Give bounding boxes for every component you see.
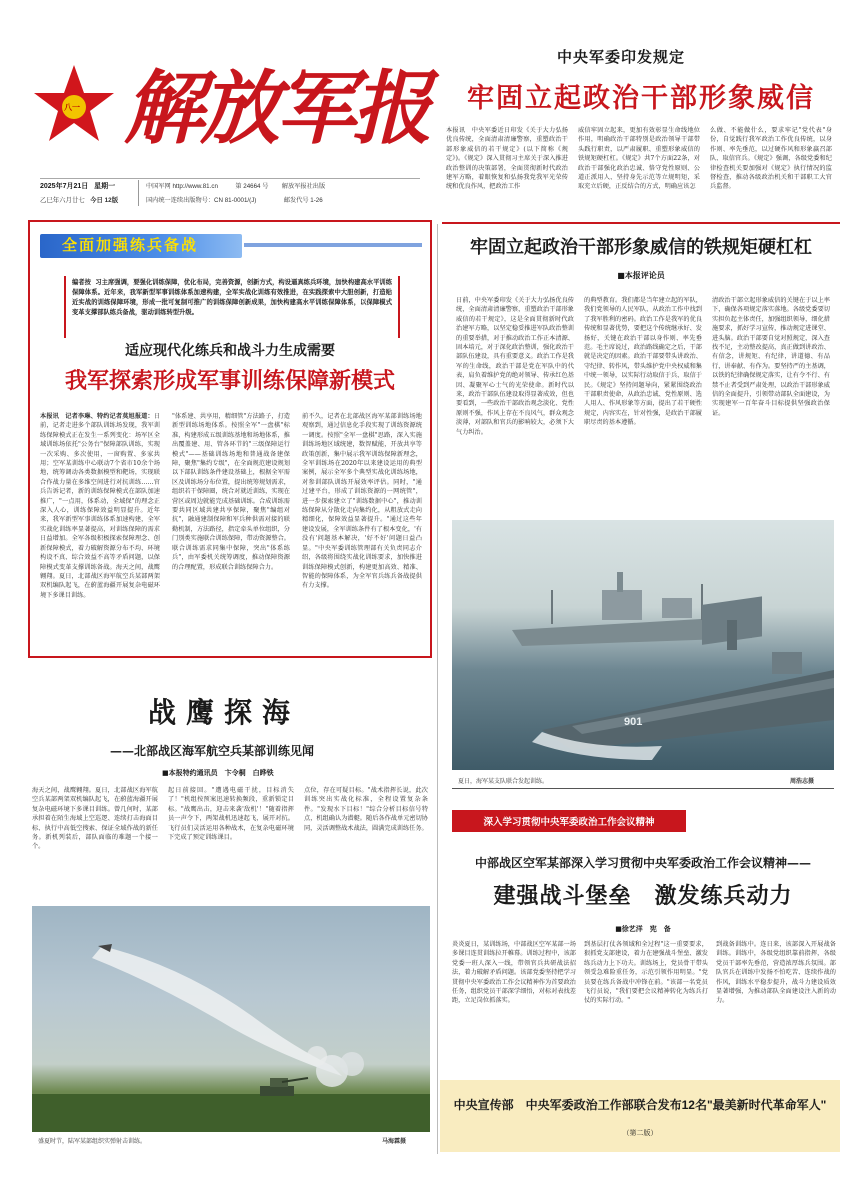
publisher: 解放军报社出版 [281, 183, 326, 190]
study-banner [452, 810, 686, 832]
feature-col3: 前不久，记者在北部战区海军某部训练场地观察到，通过信息化手段实现了训练资源统一调度。按照"全军一盘棋"思路，深入实施训练场地区域统建，数智赋能，开放共享等政策创新，集中展示我军训练保障新理念，全军训练场在2020年以来建设运用的典型案例，展示全军多个典型实战化训练场地，对参训部队训练开展效率评估。同时，"通过建平台，形成了训练资源的一网统管"，进一步探索建立了"训练数据中心"，推动训练保障从分散化走向集约化，从粗放式走向精细化，保障效益显著提升。"通过这些年建设发展，全军训练条件有了根本变化，'有没有'问题基本解决，'好不好'问题日益凸显。"中央军委训练管理部有关负责同志介绍，各级将围绕实战化训练要求，加快推进训练保障模式创新，构建更加高效、精准、智能的保障体系，为全军官兵练兵备战提供有力支撑。 [302, 413, 422, 590]
commentary-byline: ■本报评论员 [617, 270, 665, 280]
page-count: 今日 12版 [90, 197, 119, 204]
masthead [28, 28, 428, 208]
lunar-line [40, 194, 118, 207]
study-kicker: 中部战区空军某部深入学习贯彻中央军委政治工作会议精神—— [474, 856, 811, 870]
masthead-divider [138, 180, 139, 206]
study-banner-text: 深入学习贯彻中央军委政治工作会议精神 [483, 817, 655, 828]
feature-byline: 本报讯 记者李琳、特约记者莫旭报道： [40, 413, 154, 420]
cn-line [146, 194, 323, 207]
promo-page-ref: （第二版） [622, 1129, 658, 1137]
commentary-top-rule [442, 222, 840, 224]
feature-banner [40, 234, 242, 258]
plane-photo [32, 906, 430, 1132]
study-col2: 到基层打仗各领域和全过程"这一重要要求，狠抓党支部建设，着力在建强战斗堡垒、激发练兵动力上下功夫。训练场上，党员骨干带头领受急难险重任务，示范引领作用明显。"党员要在练兵备战中冲锋在前。"该部一名党员飞行员说，"我们要把会议精神转化为练兵打仗的实际行动。" [584, 941, 708, 1005]
eagle-col3: 点位，存在可疑目标。"战术指挥长说，此次训练突出实战化标准，全程设置复杂条件。"发现水下目标！"综合分析目标信号特点，机组确认为潜艇。随后各作战单元密切协同，灵活调整战术战法，圆满完成训练任务。 [304, 787, 428, 832]
study-headline: 建强战斗堡垒 激发练兵动力 [493, 883, 793, 909]
feature-col2: "体系建、共享用，精细管"方法路子，打造新型训练场地体系。按照全军"一盘棋"标准，构建形成五级训练基地和场地体系，推出覆盖建、用、管各环节的"三级保障运行模式"——基础训练场地和普通战备建保障，聚焦"集约专级"，在全面规范建设规划以下部队训练条件建设基础上，根据全军需区及训练场分布位置，提出统筹规划需求，组织若干保障圈，统合对就近训练，实现在营区或周边就能完成基础训练。合成训练需要共同区域共建共享保障，聚焦"编组对抗"，融通建制保障和军兵种供需对接的联勤机制，方法路径，指定牵头单位组织，分门别类实施联合训练保障，带动资源整合。联合训练需求同集中保障，突出"体系练兵"，由军委机关统筹调度，推动保障资源的合理配置，形成联合训练保障合力。 [172, 413, 290, 571]
banner-stripe [244, 243, 422, 247]
lunar-date: 乙巳年六月廿七 [40, 197, 85, 204]
feature-summary [72, 278, 392, 318]
ship-photo-caption: 夏日，海军某支队联合发起训练。 [458, 778, 549, 785]
masthead-rule [40, 178, 420, 179]
eagle-col1: 海天之间，战鹰翱翔。夏日，北部战区海军航空兵某部两架双机编队起飞，在蔚蓝海疆开展复杂电磁环境下多课目训练。曾几何时，某部承担着在陌生海域上空巡逻、连续打击海面目标、执行中高低空搜索、保证全域作战的新任务。新机列装后，部队面临的难题一个接一个。 [32, 787, 158, 851]
site-url[interactable]: http://www.81.cn [172, 183, 218, 190]
issue-weekday: 星期一 [94, 183, 116, 190]
plane-illustration [32, 906, 430, 1132]
commentary-col1: 日前，中央军委印发《关于大力弘扬优良传统，全面清肃清廉警察，重塑政治干部形象威信的若干规定》，这是全面贯彻新时代政治建军方略，以坚定稳妥推进军队政治整训的重要举措，对于推动政治工作正本清源、固本培元，对于深化政治整训，强化政治干部队伍建设，具有重要意义。政治工作是我军的生命线，政治干部是党在军队中的代表，肩负着维护党的绝对领导、传承红色基因、凝聚军心士气的光荣使命。新时代以来，政治干部队伍建设取得显著成效，但也要看到，一些政治干部政治观念淡化、党性原则不强，作风上存在不良风气，群众观念淡薄，对部队和官兵的影响较大，必须下大气力纠治。 [456, 297, 574, 436]
commentary [442, 226, 840, 516]
issue-date: 2025年7月21日 [40, 183, 89, 190]
feature-box [28, 220, 432, 658]
top-story-col1: 本报讯 中央军委近日印发《关于大力弘扬优良传统，全面清肃清廉警察，重塑政治干部形象威信的若干规定》(以下简称《规定》)。《规定》深入贯彻习主席关于深入推进政治整训的决策部署，全面贯彻新时代政治建军方略，着眼恢复和弘扬我党我军光荣传统和优良作风，把政治工作 [446, 127, 568, 191]
date-line [40, 180, 115, 193]
ship-photo-rule [452, 788, 834, 789]
page-divider [437, 224, 438, 1154]
cn-number: 国内统一连续出版物号：CN 81-0001/(J) [146, 197, 257, 204]
eagle-headline: 战鹰探海 [148, 696, 301, 729]
eagle-subhead: ——北部战区海军航空兵某部训练见闻 [110, 744, 315, 758]
ship-photo [452, 520, 834, 770]
study-col3: 到战备训练中。连日来，该部深入开展战备训练。训练中，各级党组织靠前指挥，各级党员干部率先垂范，营造浓厚练兵氛围。部队官兵在训练中发扬不怕吃苦、连续作战的作风，训练水平稳步提升，战斗力建设质效显著增强，为推动部队全面建设注入新的动力。 [716, 941, 836, 1005]
top-story-kicker: 中央军委印发规定 [557, 48, 686, 66]
site-label: 中国军网 [146, 183, 171, 190]
feature-banner-text: 全面加强练兵备战 [62, 237, 199, 254]
eagle-byline: ■本报特约通讯员 卞令桐 白晔铁 [162, 768, 274, 777]
feature-subhead: 适应现代化练兵和战斗力生成需要 [125, 343, 335, 359]
commentary-col3: 清政治干部立起形象威信的关键在于以上率下，确保各项规定落实落地。各级党委要切实担负起主体责任，加强组织领导，细化措施要求，抓好学习宣传，推动规定进课堂、进头脑。政治干部要自觉对照规定，深入查找不足，主动整改提高，真正做到讲政治、有信念，讲规矩、有纪律，讲道德、有品行，讲奉献、有作为。要坚持严的主基调，以铁的纪律确保规定落实，让有令不行、有禁不止者受到严肃处理，以政治干部形象威信的全面提升，引领带动部队全面建设，为实现建军一百年奋斗目标提供坚强政治保证。 [712, 297, 830, 417]
study-col1: 炎炎夏日，某训练场，中部战区空军某部一场多课目连贯训练拉开帷幕。训练过程中，该部党委一班人深入一线，带领官兵共研战法招法，着力破解矛盾问题。该部党委坚持把学习贯彻中央军委政治工作会议精神作为首要政治任务，组织党员干部深学细悟，对标对表找差距，立足岗位抓落实。 [452, 941, 576, 1005]
postal-code: 邮发代号 1-26 [283, 197, 323, 204]
eagle-story [28, 668, 432, 904]
summary-lead: 编者按 [72, 279, 91, 286]
promo-headline: 中央宣传部 中央军委政治工作部联合发布12名"最美新时代革命军人" [453, 1098, 827, 1112]
ship-illustration [452, 520, 834, 770]
bottom-promo[interactable] [440, 1080, 840, 1152]
feature-col1-text: 日前，记者走进多个部队训练场发现，我军训练保障模式正在发生一系列变化：场军区全域训练场依托"公务台"保障部队训练，实现一次采购、多次使用，一窗购置、多家共用；空军某训练中心联动7个省市10余个场地，统筹调动各类数据模型和靶场，实现联合作战力量在多维空间进行对抗训练……官兵告诉记者，新的训练保障模式在部队加速推广，"一点用，体系动，全域保"的理念正深入人心，训练保障效益明显提升。近年来，我军新型军事训练体系加速构建，全军实战化训练率显著提高，对训练保障的需求日益增加。全军各级积极探索保障理念、创新保障模式，着力破解资源分布不均、环境构设不真、综合效益不高等矛盾问题，以保障模式变革支撑训练备战。海天之间，战鹰翱翔。夏日，北部战区海军航空兵某部两架双机编队起飞，在蔚蓝海疆开展复杂电磁环境下多课目训练。 [40, 413, 160, 599]
newspaper-logo: 解放军报 [124, 61, 428, 155]
feature-col1 [40, 412, 160, 650]
top-story [442, 28, 840, 218]
ship-photo-credit: 周浩志摄 [790, 778, 815, 785]
plane-photo-credit: 马海霖摄 [382, 1138, 407, 1145]
feature-summary-box [64, 276, 400, 338]
top-story-col2: 威信牢固立起来，更加有效彰显生命线地位作用，明确政治干部特别是政治领导干部带头践行职责，以严肃履职、重塑形象威信的铁规矩硬杠杠。《规定》共7个方面22条，对政治干部强化政治忠诚、恪守党性原则、公道正派用人、坚持身先示范等立规明矩，采取充立后硬，正反结合的方式，明确应该怎 [578, 127, 700, 191]
commentary-headline: 牢固立起政治干部形象威信的铁规矩硬杠杠 [470, 237, 812, 258]
top-story-col3: 么做、不能做什么，要求牢记"党代表"身份，自觉践行我军政治工作优良传统，以身作则、率先垂范，以过硬作风和形象赢召部队、取信官兵。《规定》强调，各级党委和纪律检查机关要加强对《规定》执行情况的监督检查，推动各级政治机关和干部职工大官兵监督。 [710, 127, 832, 191]
ship-hull-number: 901 [624, 716, 643, 728]
issue-number: 第 24664 号 [235, 183, 269, 190]
site-line [146, 180, 325, 193]
summary-text: 习主席强调，要强化训练保障，优化布局，完善资源，创新方式，构设逼真练兵环境，加快构建高水平训练保障体系。近年来，我军新型军事训练体系加速构建，全军实战化训练有效推进，在实践探索中大胆创新，打造贴近实战的训练保障环境，形成一批可复制可推广的训练保障创新成果，加快构建高水平训练保障体系，以保障模式变革支撑部队练兵备战，驱动训练转型升级。 [72, 279, 392, 316]
commentary-col2: 的典型教育。我们都是当年建立起的军队，我们党领导的人民军队，从政治工作中找到了我军胜利的密码。政治工作是我军的优良传统和显著优势，要把这个传统继承好、发扬好，关键在政治干部以身作则、率先垂范。毛主席说过，政治路线确定之后，干部就是决定的因素。政治干部要带头讲政治、守纪律、转作风，带头维护党中央权威和集中统一领导，以实际行动取信于兵、取信于民。《规定》坚持问题导向，紧紧围绕政治干部职责使命，从政治忠诚、党性原则、选人用人、作风形象等方面，提出了若干硬性规定，内容实在，针对性强，是政治干部履职尽责的基本遵循。 [584, 297, 702, 427]
plane-photo-caption: 盛夏时节，陆军某部组织实弹射击训练。 [38, 1138, 147, 1145]
eagle-col2: 起日前接回。"遭遇电磁干扰，目标消失了！"机组按预案迅速转换频段，重新锁定目标。"战鹰出击，迎击来袭'敌机'！"随着指挥员一声令下，两架战机迅速起飞，展开对抗。飞行员们灵活运用各种战术，在复杂电磁环境下完成了预定训练课目。 [168, 787, 294, 842]
feature-headline: 我军探索形成军事训练保障新模式 [64, 368, 395, 394]
star-badge-text: 八一 [64, 102, 80, 112]
top-story-headline: 牢固立起政治干部形象威信 [467, 83, 815, 114]
study-byline: ■徐艺洋 宪 备 [615, 924, 671, 933]
